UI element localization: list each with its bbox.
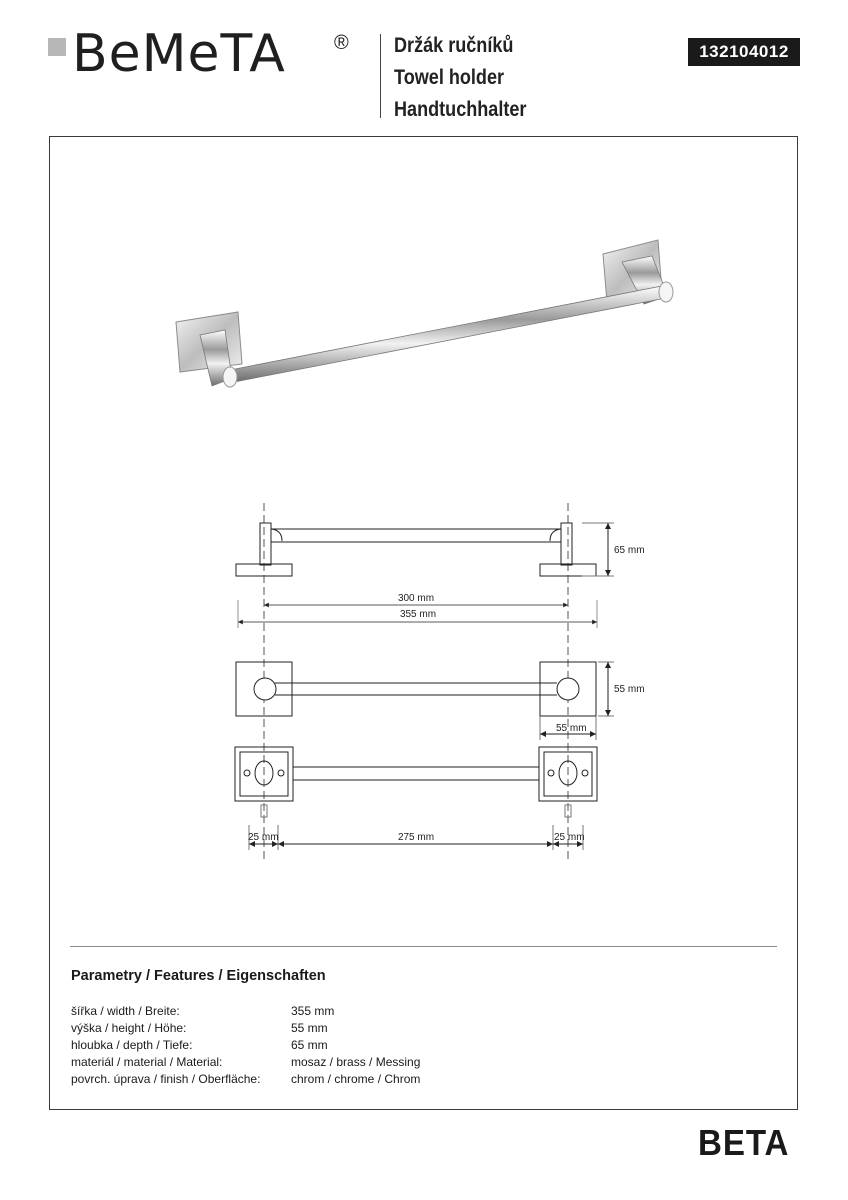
feature-row-material	[71, 1054, 420, 1071]
product-photo	[176, 240, 673, 387]
feature-value: mosaz / brass / Messing	[291, 1055, 421, 1069]
logo-wordmark: BeMeTA	[72, 24, 286, 84]
dim-offset-left: 25 mm	[248, 832, 279, 843]
dim-offset-right: 25 mm	[554, 832, 585, 843]
feature-row-width	[71, 1003, 420, 1020]
feature-value: chrom / chrome / Chrom	[291, 1072, 421, 1086]
series-name: BETA	[698, 1122, 790, 1163]
dim-height-front: 55 mm	[614, 684, 645, 695]
feature-row-height	[71, 1020, 420, 1037]
feature-value: 65 mm	[291, 1038, 328, 1052]
dim-height-side: 65 mm	[614, 545, 645, 556]
features-table	[71, 1003, 420, 1088]
features-divider	[70, 946, 777, 947]
feature-label: hloubka / depth / Tiefe:	[71, 1038, 193, 1052]
feature-row-finish	[71, 1071, 420, 1088]
dim-inner: 275 mm	[397, 832, 435, 843]
dim-center: 300 mm	[397, 593, 435, 604]
dim-overall: 355 mm	[399, 609, 437, 620]
title-cz: Držák ručníků	[394, 34, 514, 57]
title-de: Handtuchhalter	[394, 98, 527, 121]
feature-label: výška / height / Höhe:	[71, 1021, 187, 1035]
feature-value: 55 mm	[291, 1021, 328, 1035]
dim-base: 55 mm	[556, 723, 587, 734]
feature-label: povrch. úprava / finish / Oberfläche:	[71, 1072, 261, 1086]
features-title: Parametry / Features / Eigenschaften	[71, 968, 326, 984]
feature-label: materiál / material / Material:	[71, 1055, 223, 1069]
feature-label: šířka / width / Breite:	[71, 1004, 180, 1018]
registered-mark: ®	[334, 32, 349, 54]
feature-row-depth	[71, 1037, 420, 1054]
title-en: Towel holder	[394, 66, 505, 89]
feature-value: 355 mm	[291, 1004, 335, 1018]
product-code: 132104012	[688, 38, 800, 66]
side-view	[236, 503, 614, 860]
